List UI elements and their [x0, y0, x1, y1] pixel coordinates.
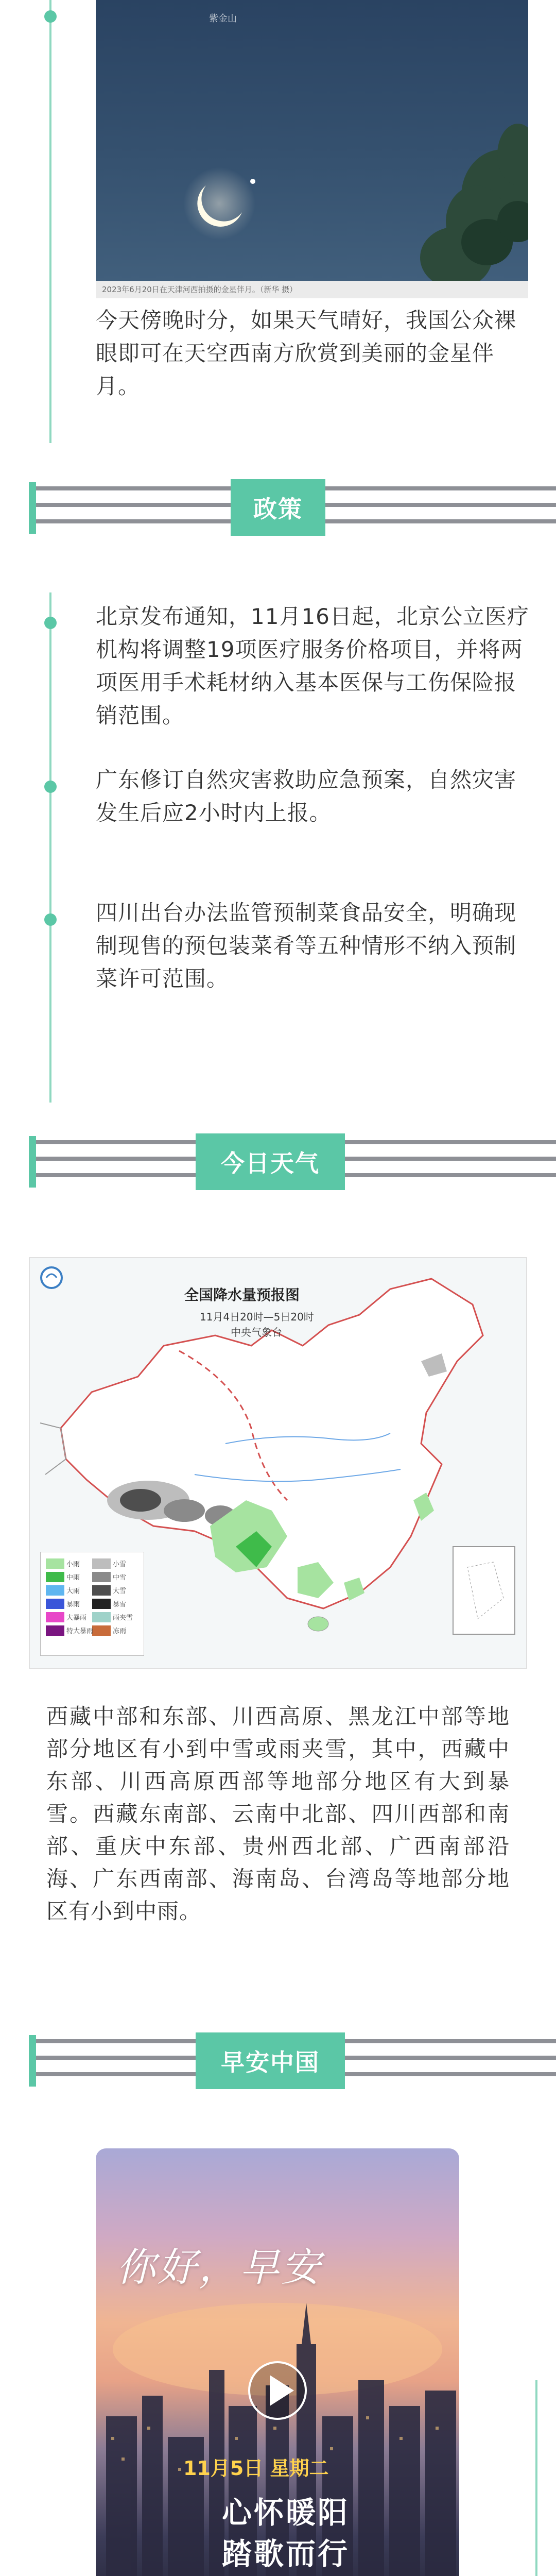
timeline-dot: [44, 913, 57, 926]
south-sea-inset: [453, 1547, 515, 1634]
section-accent-bar: [29, 1136, 36, 1188]
section-title-weather: 今日天气: [196, 1133, 345, 1190]
legend-label: 中雪: [113, 1574, 127, 1582]
legend-label: 小雪: [113, 1561, 127, 1568]
weather-paragraph: 西藏中部和东部、川西高原、黑龙江中部等地部分地区有小到中雪或雨夹雪，其中，西藏中东部、川西高原西部等地部分地区有大到暴雪。西藏东南部、云南中北部、四川西部和南部、重庆中东部、贵州西北部、广西南部沿海、广东西南部、海南岛、台湾岛等地部分地区有小到中雨。: [46, 1704, 510, 1924]
calligraphy-title: 你好，早安: [116, 2244, 322, 2290]
legend-label: 冻雨: [113, 1628, 127, 1635]
map-legend: [40, 1552, 144, 1656]
timeline-line: [49, 592, 51, 1103]
venus-moon-photo[interactable]: [96, 0, 528, 281]
map-title: 全国降水量预报图: [184, 1286, 300, 1303]
timeline-dot: [44, 10, 57, 23]
map-time-range: 11月4日20时—5日20时: [200, 1311, 314, 1323]
legend-label: 暴雨: [66, 1601, 80, 1608]
legend-label: 大雨: [66, 1587, 80, 1595]
heavy-snow-region: [120, 1489, 161, 1512]
video-line-1: 心怀暖阳: [222, 2495, 350, 2530]
moderate-snow-region: [164, 1499, 205, 1522]
photo-caption: 2023年6月20日在天津河西拍摄的金星伴月。（新华 摄）: [96, 281, 528, 298]
policy-item: 广东修订自然灾害救助应急预案，自然灾害发生后应2小时内上报。: [96, 767, 517, 825]
cma-logo-icon: [41, 1267, 62, 1288]
timeline-line: [535, 2380, 537, 2576]
legend-label: 暴雪: [113, 1601, 127, 1608]
timeline-dot: [44, 781, 57, 793]
legend-label: 中雨: [66, 1574, 80, 1582]
policy-item: 北京发布通知，11月16日起，北京公立医疗机构将调整19项医疗服务价格项目，并将两项医用手术耗材纳入基本医保与工伤保险报销范围。: [96, 604, 529, 728]
night-sky-scene: [96, 0, 528, 281]
timeline-dot: [44, 617, 57, 629]
section-title-morning: 早安中国: [196, 2032, 345, 2089]
morning-video-card[interactable]: [96, 2148, 459, 2576]
timeline-line: [49, 0, 51, 443]
video-date: 11月5日 星期二: [183, 2457, 329, 2480]
legend-label: 雨夹雪: [113, 1614, 133, 1622]
section-title-policy: 政策: [231, 479, 325, 536]
section-accent-bar: [29, 482, 36, 534]
video-line-2: 踏歌而行: [222, 2536, 350, 2571]
venus-star: [250, 179, 255, 184]
legend-label: 大雪: [113, 1587, 127, 1595]
precipitation-map[interactable]: [29, 1257, 527, 1669]
map-source: 中央气象台: [231, 1326, 282, 1338]
legend-label: 特大暴雨: [66, 1628, 94, 1635]
legend-label: 小雨: [66, 1561, 80, 1568]
policy-item: 四川出台办法监管预制菜食品安全，明确现制现售的预包装菜肴等五种情形不纳入预制菜许可范围。: [96, 900, 517, 991]
photo-watermark: 紫金山: [209, 13, 237, 24]
legend-label: 大暴雨: [66, 1614, 87, 1622]
intro-paragraph: 今天傍晚时分，如果天气晴好，我国公众裸眼即可在天空西南方欣赏到美丽的金星伴月。: [96, 308, 517, 399]
section-accent-bar: [29, 2035, 36, 2087]
